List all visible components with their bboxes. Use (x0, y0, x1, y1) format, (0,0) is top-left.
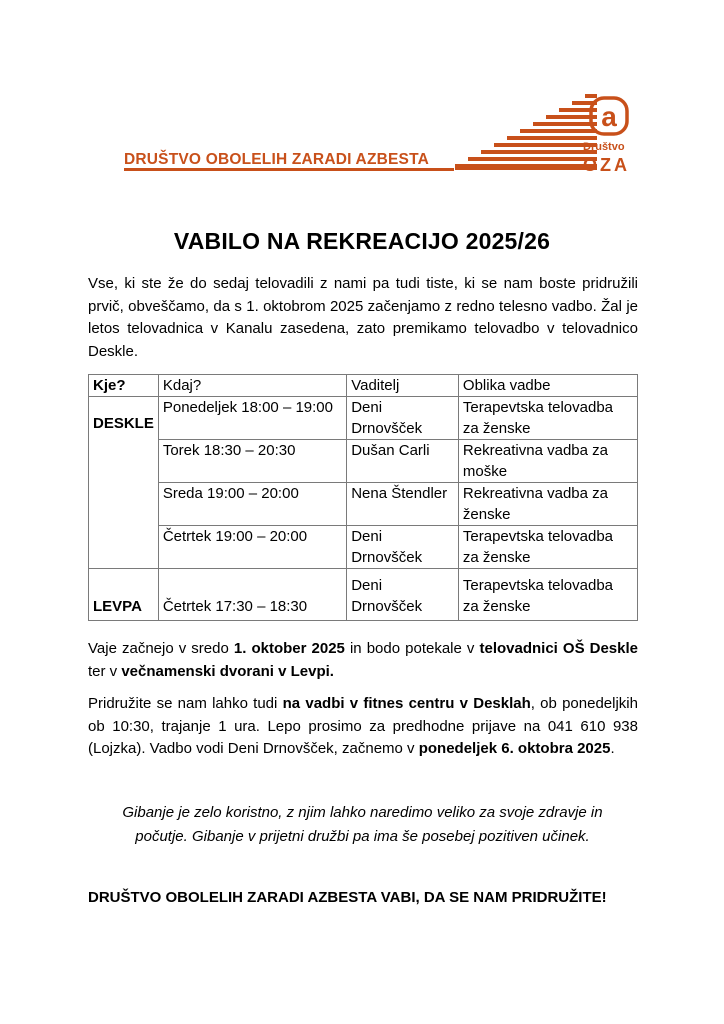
org-name: DRUŠTVO OBOLELIH ZARADI AZBESTA (124, 151, 429, 168)
logo-a-icon (589, 96, 629, 136)
table-row (89, 483, 638, 526)
logo-brand: OZA (583, 155, 630, 175)
logo-letter: a (601, 101, 617, 132)
table-row (89, 569, 638, 621)
table-row (89, 397, 638, 440)
location-levpa: LEVPA (89, 569, 159, 621)
row-vaditelj: Deni Drnovšček (347, 526, 459, 569)
org-underline (124, 168, 454, 171)
row-kdaj: Torek 18:30 – 20:30 (158, 440, 346, 483)
oza-logo (583, 92, 635, 182)
row-kdaj: Sreda 19:00 – 20:00 (158, 483, 346, 526)
table-row (89, 440, 638, 483)
fitness-paragraph: Pridružite se nam lahko tudi na vadbi v fitnes centru v Desklah, ob ponedeljkih ob 10:30, trajanje 1 ura. Lepo prosimo za predhodne prijave na 041 610 938 (Lojzka). Vadbo vodi Deni Drnovšček, začnemo v ponedeljek 6. oktobra 2025. (88, 695, 638, 757)
header-kje: Kje? (89, 375, 159, 397)
location-deskle: DESKLE (89, 397, 159, 569)
row-kdaj: Ponedeljek 18:00 – 19:00 (158, 397, 346, 440)
start-paragraph: Vaje začnejo v sredo 1. oktober 2025 in bodo potekale v telovadnici OŠ Deskle ter v večnamenski dvorani v Levpi. (88, 640, 639, 680)
table-row (89, 526, 638, 569)
row-kdaj: Četrtek 19:00 – 20:00 (158, 526, 346, 569)
row-kdaj: Četrtek 17:30 – 18:30 (158, 569, 346, 621)
header-oblika: Oblika vadbe (458, 375, 637, 397)
table-header-row (89, 375, 638, 397)
letterhead (0, 0, 724, 200)
row-oblika: Terapevtska telovadba za ženske (458, 526, 637, 569)
row-oblika: Terapevtska telovadba za ženske (458, 569, 637, 621)
logo-subtitle: Društvo (583, 141, 625, 153)
row-vaditelj: Nena Štendler (347, 483, 459, 526)
page-title: VABILO NA REKREACIJO 2025/26 (173, 228, 551, 254)
header-vaditelj: Vaditelj (347, 375, 459, 397)
row-vaditelj: Deni Drnovšček (347, 569, 459, 621)
intro-paragraph: Vse, ki ste že do sedaj telovadili z nami pa tudi tiste, ki se nam boste pridružili prvič, obveščamo, da s 1. oktobrom 2025 začenjamo z redno telesno vadbo. Žal je letos telovadnica v Kanalu zasedena, zato premikamo telovadbo v telovadnico Deskle. (88, 275, 638, 360)
row-oblika: Rekreativna vadba za ženske (458, 483, 637, 526)
row-vaditelj: Deni Drnovšček (347, 397, 459, 440)
motivation-quote: Gibanje je zelo koristno, z njim lahko naredimo veliko za svoje zdravje in počutje. Gibanje v prijetni družbi pa ima še posebej pozitiven učinek. (122, 804, 603, 845)
row-oblika: Terapevtska telovadba za ženske (458, 397, 637, 440)
header-kdaj: Kdaj? (158, 375, 346, 397)
row-vaditelj: Dušan Carli (347, 440, 459, 483)
schedule-table (88, 374, 638, 621)
row-oblika: Rekreativna vadba za moške (458, 440, 637, 483)
closing-invitation: DRUŠTVO OBOLELIH ZARADI AZBESTA VABI, DA SE NAM PRIDRUŽITE! (88, 889, 607, 906)
